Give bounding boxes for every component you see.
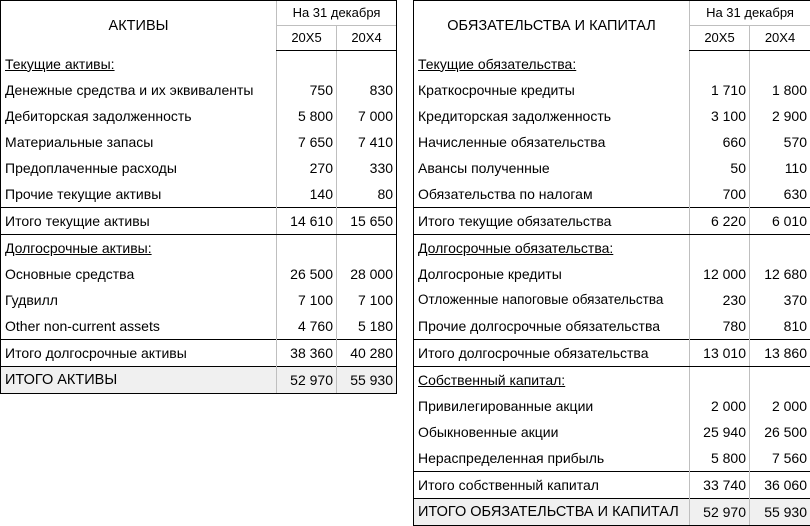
row-value-20x5: 7 650 [277,129,337,155]
assets-col-20x4: 20X4 [337,26,397,51]
subtotal-row [414,472,810,499]
equity-total-label: Итого собственный капитал [414,472,690,499]
assets-current-header: Текущие активы: [1,51,277,78]
liabilities-current-total-label: Итого текущие обязательства [414,208,690,235]
table-row [1,261,397,287]
row-value-20x4: 7 560 [750,445,810,472]
table-row [414,155,810,181]
row-label: Предоплаченные расходы [1,155,277,181]
row-value-20x5: 50 [690,155,750,181]
row-value-20x4: 1 800 [750,77,810,103]
liabilities-current-total-20x4: 6 010 [750,208,810,235]
row-value-20x5: 140 [277,181,337,208]
table-row [1,313,397,340]
table-row [414,261,810,287]
row-label: Прочие текущие активы [1,181,277,208]
row-label: Отложенные напоговые обязательства [414,287,690,313]
row-value-20x4: 370 [750,287,810,313]
row-value-20x4: 2 900 [750,103,810,129]
row-value-20x5: 4 760 [277,313,337,340]
row-value-20x5: 12 000 [690,261,750,287]
liabilities-table [413,0,810,526]
row-label: Авансы полученные [414,155,690,181]
assets-date-header: На 31 декабря [277,1,397,26]
row-label: Дебиторская задолженность [1,103,277,129]
row-label: Начисленные обязательства [414,129,690,155]
liabilities-grand-total-20x4: 55 930 [750,499,810,526]
row-label: Краткосрочные кредиты [414,77,690,103]
row-value-20x5: 7 100 [277,287,337,313]
section-header-row [1,51,397,78]
row-label: Прочие долгосрочные обязательства [414,313,690,340]
row-value-20x5: 5 800 [277,103,337,129]
subtotal-row [1,208,397,235]
row-label: Гудвилл [1,287,277,313]
liabilities-noncurrent-total-20x5: 13 010 [690,340,750,367]
assets-col-20x5: 20X5 [277,26,337,51]
row-value-20x5: 270 [277,155,337,181]
row-value-20x4: 630 [750,181,810,208]
row-value-20x4: 80 [337,181,397,208]
table-row [414,287,810,313]
table-row [1,287,397,313]
table-row [1,181,397,208]
row-label: Нераспределенная прибыль [414,445,690,472]
assets-noncurrent-total-label: Итого долгосрочные активы [1,340,277,367]
section-header-row [414,51,810,78]
row-value-20x5: 26 500 [277,261,337,287]
row-value-20x5: 750 [277,77,337,103]
assets-current-total-label: Итого текущие активы [1,208,277,235]
row-value-20x5: 230 [690,287,750,313]
liabilities-noncurrent-header: Долгосрочные обязательства: [414,235,690,262]
assets-grand-total-label: ИТОГО АКТИВЫ [1,367,277,394]
table-row [1,155,397,181]
row-label: Материальные запасы [1,129,277,155]
liabilities-noncurrent-total-label: Итого долгосрочные обязательства [414,340,690,367]
row-value-20x4: 7 100 [337,287,397,313]
row-value-20x4: 110 [750,155,810,181]
liabilities-title: ОБЯЗАТЕЛЬСТВА И КАПИТАЛ [414,1,690,51]
assets-grand-total-20x4: 55 930 [337,367,397,394]
row-value-20x5: 780 [690,313,750,340]
row-value-20x5: 5 800 [690,445,750,472]
row-value-20x4: 12 680 [750,261,810,287]
liabilities-grand-total-20x5: 52 970 [690,499,750,526]
assets-header-row [1,1,397,26]
grand-total-row [1,367,397,394]
row-value-20x4: 26 500 [750,419,810,445]
liabilities-col-20x4: 20X4 [750,26,810,51]
liabilities-current-header: Текущие обязательства: [414,51,690,78]
table-row [1,77,397,103]
section-header-row [414,367,810,394]
subtotal-row [414,208,810,235]
assets-noncurrent-total-20x5: 38 360 [277,340,337,367]
section-header-row [1,235,397,262]
grand-total-row [414,499,810,526]
assets-current-total-20x5: 14 610 [277,208,337,235]
row-value-20x4: 28 000 [337,261,397,287]
table-row [414,313,810,340]
row-value-20x4: 5 180 [337,313,397,340]
table-row [414,181,810,208]
liabilities-col-20x5: 20X5 [690,26,750,51]
row-label: Привилегированные акции [414,393,690,419]
row-label: Other non-current assets [1,313,277,340]
subtotal-row [414,340,810,367]
liabilities-date-header: На 31 декабря [690,1,810,26]
table-row [1,129,397,155]
liabilities-grand-total-label: ИТОГО ОБЯЗАТЕЛЬСТВА И КАПИТАЛ [414,499,690,526]
section-header-row [414,235,810,262]
row-value-20x5: 1 710 [690,77,750,103]
liabilities-header-row [414,1,810,26]
row-value-20x4: 7 000 [337,103,397,129]
row-value-20x4: 2 000 [750,393,810,419]
assets-noncurrent-total-20x4: 40 280 [337,340,397,367]
row-value-20x4: 830 [337,77,397,103]
row-value-20x4: 7 410 [337,129,397,155]
assets-noncurrent-header: Долгосрочные активы: [1,235,277,262]
assets-title: АКТИВЫ [1,1,277,51]
equity-header: Собственный капитал: [414,367,690,394]
equity-total-20x5: 33 740 [690,472,750,499]
row-label: Обязательства по налогам [414,181,690,208]
row-label: Кредиторская задолженность [414,103,690,129]
row-label: Долгосроные кредиты [414,261,690,287]
table-row [414,445,810,472]
table-row [414,393,810,419]
equity-total-20x4: 36 060 [750,472,810,499]
table-row [414,103,810,129]
row-value-20x5: 660 [690,129,750,155]
subtotal-row [1,340,397,367]
liabilities-current-total-20x5: 6 220 [690,208,750,235]
table-row [414,419,810,445]
row-value-20x5: 3 100 [690,103,750,129]
table-row [414,129,810,155]
row-value-20x5: 2 000 [690,393,750,419]
assets-grand-total-20x5: 52 970 [277,367,337,394]
row-value-20x4: 570 [750,129,810,155]
assets-current-total-20x4: 15 650 [337,208,397,235]
row-value-20x5: 700 [690,181,750,208]
assets-table [0,0,397,394]
row-value-20x5: 25 940 [690,419,750,445]
row-label: Обыкновенные акции [414,419,690,445]
liabilities-noncurrent-total-20x4: 13 860 [750,340,810,367]
row-label: Денежные средства и их эквиваленты [1,77,277,103]
row-value-20x4: 810 [750,313,810,340]
table-row [1,103,397,129]
table-row [414,77,810,103]
row-label: Основные средства [1,261,277,287]
row-value-20x4: 330 [337,155,397,181]
